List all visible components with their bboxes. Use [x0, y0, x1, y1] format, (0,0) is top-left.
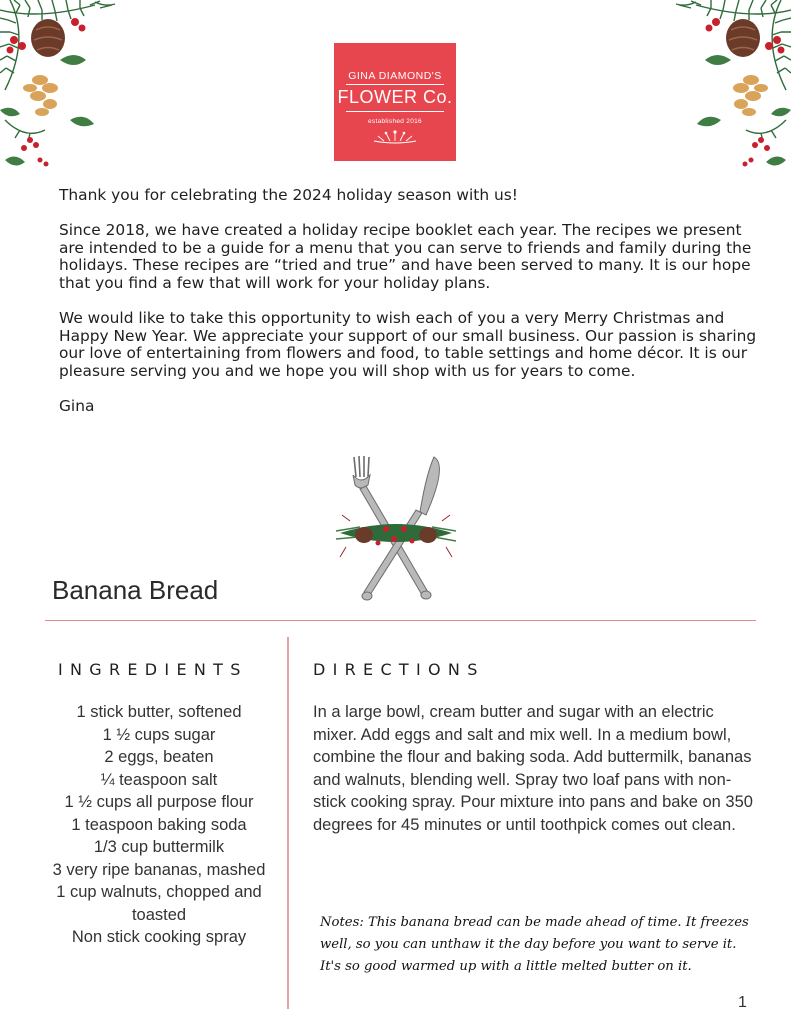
- letter-signature: Gina: [59, 397, 95, 416]
- company-logo: [334, 43, 456, 161]
- logo-divider-bottom: [346, 111, 444, 112]
- ingredients-heading: INGREDIENTS: [58, 660, 248, 679]
- directions-text: In a large bowl, cream butter and sugar with an electric mixer. Add eggs and salt and mix well. In a medium bowl, combine the flour and baking soda. Add buttermilk, bananas and walnuts, blending well. Spray two loaf pans with non-stick cooking spray. Pour mixture into pans and bake on 350 degrees for 45 minutes or until toothpick comes out clean.: [313, 703, 753, 834]
- letter-paragraph-history: Since 2018, we have created a holiday recipe booklet each year. The recipes we present are intended to be a guide for a menu that you can serve to friends and family during the holidays. These recipes are “tried and true” and have been served to many. It is our hope that you find a few that will work for your holiday plans.: [59, 221, 752, 292]
- ingredient-item: 3 very ripe bananas, mashed: [52, 860, 266, 879]
- ingredient-item: 1/3 cup buttermilk: [93, 838, 225, 856]
- ingredient-item: 1 ½ cups sugar: [102, 725, 216, 744]
- title-divider: [45, 620, 756, 621]
- letter-paragraph-intro: Thank you for celebrating the 2024 holiday season with us!: [59, 186, 518, 204]
- ingredient-item: 1 stick butter, softened: [76, 703, 242, 721]
- holly-corner-left-decoration: [0, 0, 130, 185]
- ingredient-item: Non stick cooking spray: [71, 928, 247, 946]
- ingredient-item: 2 eggs, beaten: [104, 748, 214, 766]
- logo-established: established 2016: [368, 118, 422, 125]
- logo-flower-co: FLOWER Co.: [337, 87, 453, 107]
- recipe-title: Banana Bread: [52, 575, 219, 605]
- page-number: 1: [738, 994, 747, 1011]
- column-divider: [287, 637, 289, 1009]
- ingredient-item: 1 teaspoon baking soda: [71, 815, 247, 834]
- logo-flower-sprig-icon: [370, 129, 420, 145]
- welcome-letter: [59, 187, 759, 433]
- ingredient-item: 1 ½ cups all purpose flour: [64, 793, 254, 811]
- holly-corner-right-decoration: [661, 0, 791, 185]
- letter-paragraph-wishes: We would like to take this opportunity to wish each of you a very Merry Christmas and Happy New Year. We appreciate your support of our small business. Our passion is sharing our love of entertaining from flowers and food, to table settings and home décor. It is our pleasure serving you and we hope you will shop with us for years to come.: [59, 309, 757, 380]
- fork-and-knife-illustration: [336, 455, 456, 603]
- logo-divider-top: [346, 84, 444, 85]
- directions-heading: DIRECTIONS: [313, 660, 485, 679]
- ingredient-item: ¼ teaspoon salt: [100, 770, 218, 789]
- recipe-notes: Notes: This banana bread can be made ahead of time. It freezes well, so you can unthaw it the day before you want to serve it. It's so good warmed up with a little melted butter on it.: [320, 915, 749, 974]
- ingredients-list: [40, 701, 278, 949]
- ingredient-item: 1 cup walnuts, chopped and toasted: [56, 883, 262, 924]
- logo-name-line: GINA DIAMOND'S: [348, 70, 442, 82]
